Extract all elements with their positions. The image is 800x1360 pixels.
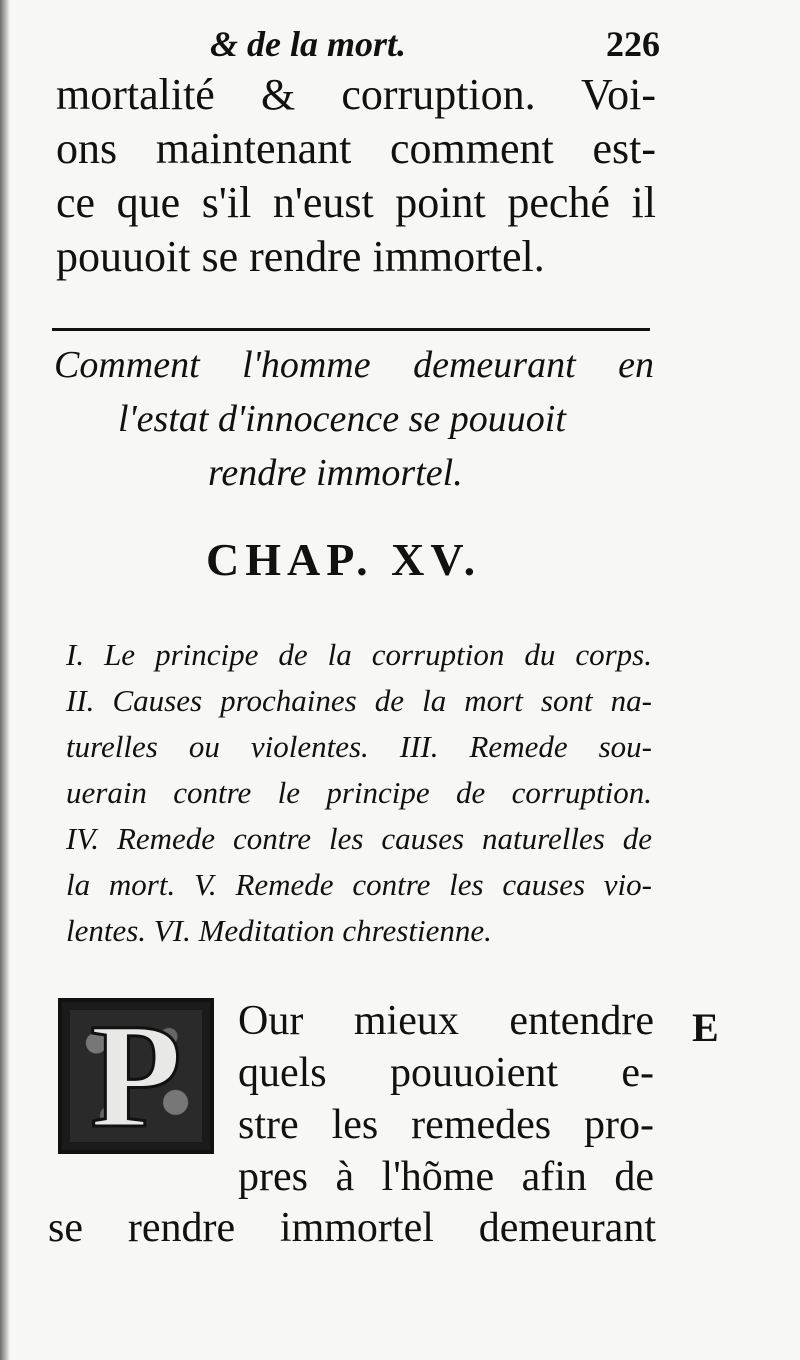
summary-line: turelles ou violentes. III. Remede sou-	[66, 729, 652, 764]
chapter-title-line: Comment l'homme demeurant en	[54, 344, 654, 386]
running-head	[210, 24, 660, 64]
decorated-initial	[58, 998, 214, 1154]
text-line: ons maintenant comment est-	[56, 124, 656, 173]
chapter-number: CHAP. XV.	[206, 534, 482, 585]
text-line: mortalité & corruption. Voi-	[56, 70, 656, 119]
text-line: ce que s'il n'eust point peché il	[56, 178, 656, 227]
body-line: stre les remedes pro-	[238, 1102, 654, 1148]
margin-note: E	[692, 1005, 719, 1050]
chapter-title-line: rendre immortel.	[208, 452, 463, 494]
summary-line: lentes. VI. Meditation chrestienne.	[66, 913, 492, 948]
chapter-title	[54, 338, 654, 500]
summary-line: uerain contre le principe de corruption.	[66, 775, 652, 810]
summary-line: IV. Remede contre les causes naturelles de	[66, 821, 652, 856]
chapter-summary	[66, 632, 652, 954]
body-line: Our mieux entendre	[238, 998, 654, 1044]
binding-edge	[0, 0, 10, 1360]
summary-line: II. Causes prochaines de la mort sont na-	[66, 683, 652, 718]
body-line: quels pouuoient e-	[238, 1050, 654, 1096]
summary-line: la mort. V. Remede contre les causes vio-	[66, 867, 652, 902]
section-rule	[52, 328, 650, 331]
preceding-text	[56, 68, 656, 284]
initial-letter: P	[90, 998, 182, 1154]
running-head-title: & de la mort.	[210, 24, 406, 64]
body-line: se rendre immortel demeurant	[48, 1205, 656, 1251]
body-line: pres à l'hõme afin de	[238, 1154, 654, 1200]
page-number: 226	[606, 24, 660, 64]
text-line: pouuoit se rendre immortel.	[56, 232, 545, 281]
summary-line: I. Le principe de la corruption du corps.	[66, 637, 652, 672]
chapter-title-line: l'estat d'innocence se pouuoit	[118, 398, 566, 440]
body-text	[238, 995, 654, 1203]
